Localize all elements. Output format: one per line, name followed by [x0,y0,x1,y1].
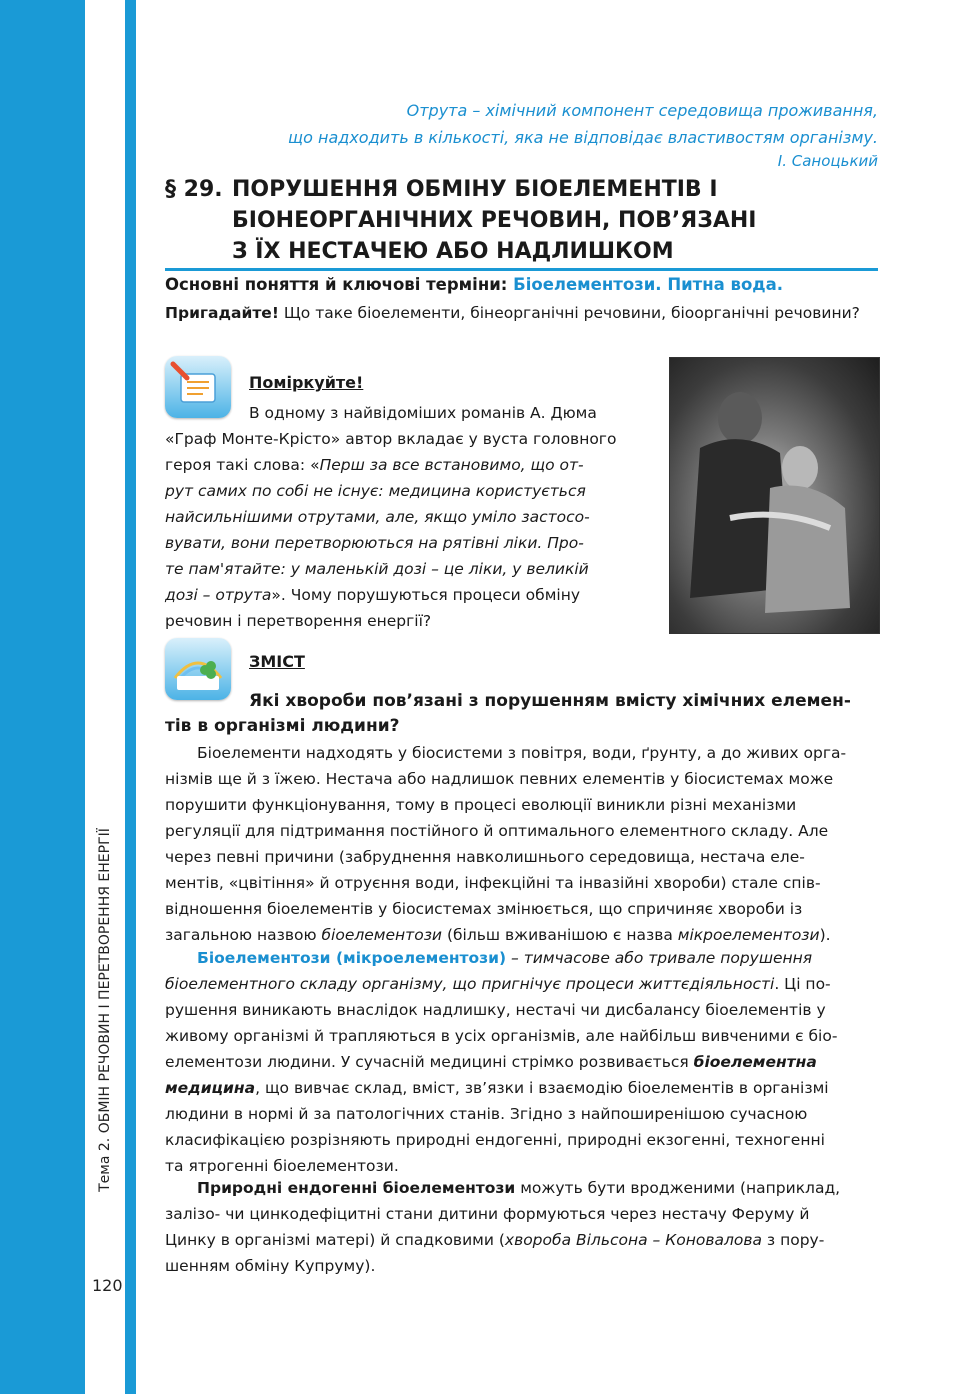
text-part: біоелементного складу організму, що пригнічує процеси життєдіяльності [165,975,775,993]
key-terms [165,272,878,298]
think-line [165,452,646,478]
paragraph-2 [165,945,878,1179]
para-line: регуляції для підтримання постійного й оптимального елементного складу. Але [165,822,829,840]
epigraph-line: Отрута – хімічний компонент середовища проживання, [406,101,878,120]
section-title-line: БІОНЕОРГАНІЧНИХ РЕЧОВИН, ПОВ’ЯЗАНІ [232,208,757,233]
text-part: . Ці по- [774,975,831,993]
think-line-part: героя такі слова: « [165,456,320,474]
epigraph-line: що надходить в кількості, яка не відповідає властивостям організму. [288,128,878,147]
para-line: Біоелементи надходять у біосистеми з повітря, води, ґрунту, а до живих орга- [197,744,847,762]
text-part: елементози людини. У сучасній медицині стрімко розвивається [165,1053,694,1071]
think-label: Поміркуйте! [249,373,364,392]
text-part: можуть бути вродженими (наприклад, [515,1179,841,1197]
think-quote: дозі – отрута [165,586,272,604]
section-number: § 29. [165,177,223,202]
content-icon [165,638,231,700]
section-title-line: ПОРУШЕННЯ ОБМІНУ БІОЕЛЕМЕНТІВ І [232,177,718,202]
text-part: – тимчасове або тривале порушення [506,949,813,967]
text-part: загальною назвою [165,926,322,944]
question-heading: Які хвороби пов’язані з порушенням вмісту хімічних елемен- [249,691,851,711]
epigraph-author: І. Саноцький [777,152,878,170]
think-text-top [249,400,646,426]
think-line: «Граф Монте-Крісто» автор вкладає у вуста головного [165,430,617,448]
think-line [165,582,646,608]
sidebar-band-outer [0,0,85,1394]
para-line: класифікацією розрізняють природні ендогенні, природні екзогенні, техногенні [165,1131,825,1149]
para-line: відношення біоелементів у біосистемах змінюється, що спричиняє хвороби із [165,900,803,918]
question-heading-cont: тів в організмі людини? [165,716,400,736]
term-italic: хвороба Вільсона – Коновалова [504,1231,762,1249]
paragraph-1 [165,740,878,948]
heading-rule [165,268,878,271]
text-part: з пору- [761,1231,825,1249]
illustration-image [669,357,880,634]
think-quote-line: найсильнішими отрутами, але, якщо уміло застосо- [165,508,590,526]
think-quote-line: те пам'ятайте: у маленькій дозі – це ліки, у великій [165,560,589,578]
think-line-part: ». Чому порушуються процеси обміну [271,586,581,604]
section-title-line: З ЇХ НЕСТАЧЕЮ АБО НАДЛИШКОМ [232,239,674,264]
term-bold: Природні ендогенні біоелементози [197,1179,516,1197]
think-quote-line: рут самих по собі не існує: медицина користується [165,482,586,500]
text-part: (більш вживанішою є назва [442,926,678,944]
recall-label: Пригадайте! [165,304,279,322]
para-line [165,1075,878,1101]
think-quote: Перш за все встановимо, що от- [319,456,584,474]
para-line: ментів, «цвітіння» й отруєння води, інфекційні та інвазійні хвороби) стале спів- [165,874,821,892]
para-line: нізмів ще й з їжею. Нестача або надлишок певних елементів у біосистемах може [165,770,834,788]
think-line: В одному з найвідоміших романів А. Дюма [249,404,597,422]
term-bold-italic: медицина [165,1079,256,1097]
think-line: речовин і перетворення енергії? [165,612,432,630]
para-line [165,1227,878,1253]
recall-block [165,300,878,326]
term-definition: Біоелементози (мікроелементози) [197,949,507,967]
para-line: залізо- чи цинкодефіцитні стани дитини формуються через нестачу Феруму й [165,1205,810,1223]
para-line: людини в нормі й за патологічних станів. Згідно з найпоширенішою сучасною [165,1105,808,1123]
para-line: та ятрогенні біоелементози. [165,1157,399,1175]
para-line [165,971,878,997]
para-line [165,945,878,971]
think-quote-line: вувати, вони перетворюються на рятівні ліки. Про- [165,534,584,552]
text-part: Цинку в організмі матері) й спадковими ( [165,1231,505,1249]
para-line: рушення виникають внаслідок надлишку, нестачі чи дисбалансу біоелементів у [165,1001,826,1019]
recall-text: Що таке біоелементи, бінеорганічні речовини, біоорганічні речовини? [283,304,860,322]
think-text [165,426,646,634]
paragraph-3 [165,1175,878,1279]
sidebar-band-inner [125,0,136,1394]
text-part: , що вивчає склад, вміст, зв’язки і взаємодію біоелементів в організмі [255,1079,829,1097]
para-line: живому організмі й трапляються в усіх організмів, але найбільш вивченими є біо- [165,1027,838,1045]
term-bold-italic: біоелементна [693,1053,817,1071]
text-part: ). [819,926,831,944]
para-line: через певні причини (забруднення навколишнього середовища, нестача еле- [165,848,805,866]
para-line: порушити функціонування, тому в процесі еволюції виникли різні механізми [165,796,797,814]
section-title [232,174,872,267]
para-line [165,1175,878,1201]
key-terms-list: Біоелементози. Питна вода. [513,275,784,294]
page-number: 120 [92,1276,123,1295]
think-icon [165,356,231,418]
key-terms-label: Основні поняття й ключові терміни: [165,275,508,294]
content-label: ЗМІСТ [249,652,305,671]
term-italic: мікроелементози [677,926,820,944]
para-line [165,1049,878,1075]
term-italic: біоелементози [321,926,443,944]
chapter-vertical-title: Тема 2. ОБМІН РЕЧОВИН І ПЕРЕТВОРЕННЯ ЕНЕРГІЇ [97,828,113,1192]
epigraph [165,97,878,171]
para-line: шенням обміну Купруму). [165,1257,376,1275]
